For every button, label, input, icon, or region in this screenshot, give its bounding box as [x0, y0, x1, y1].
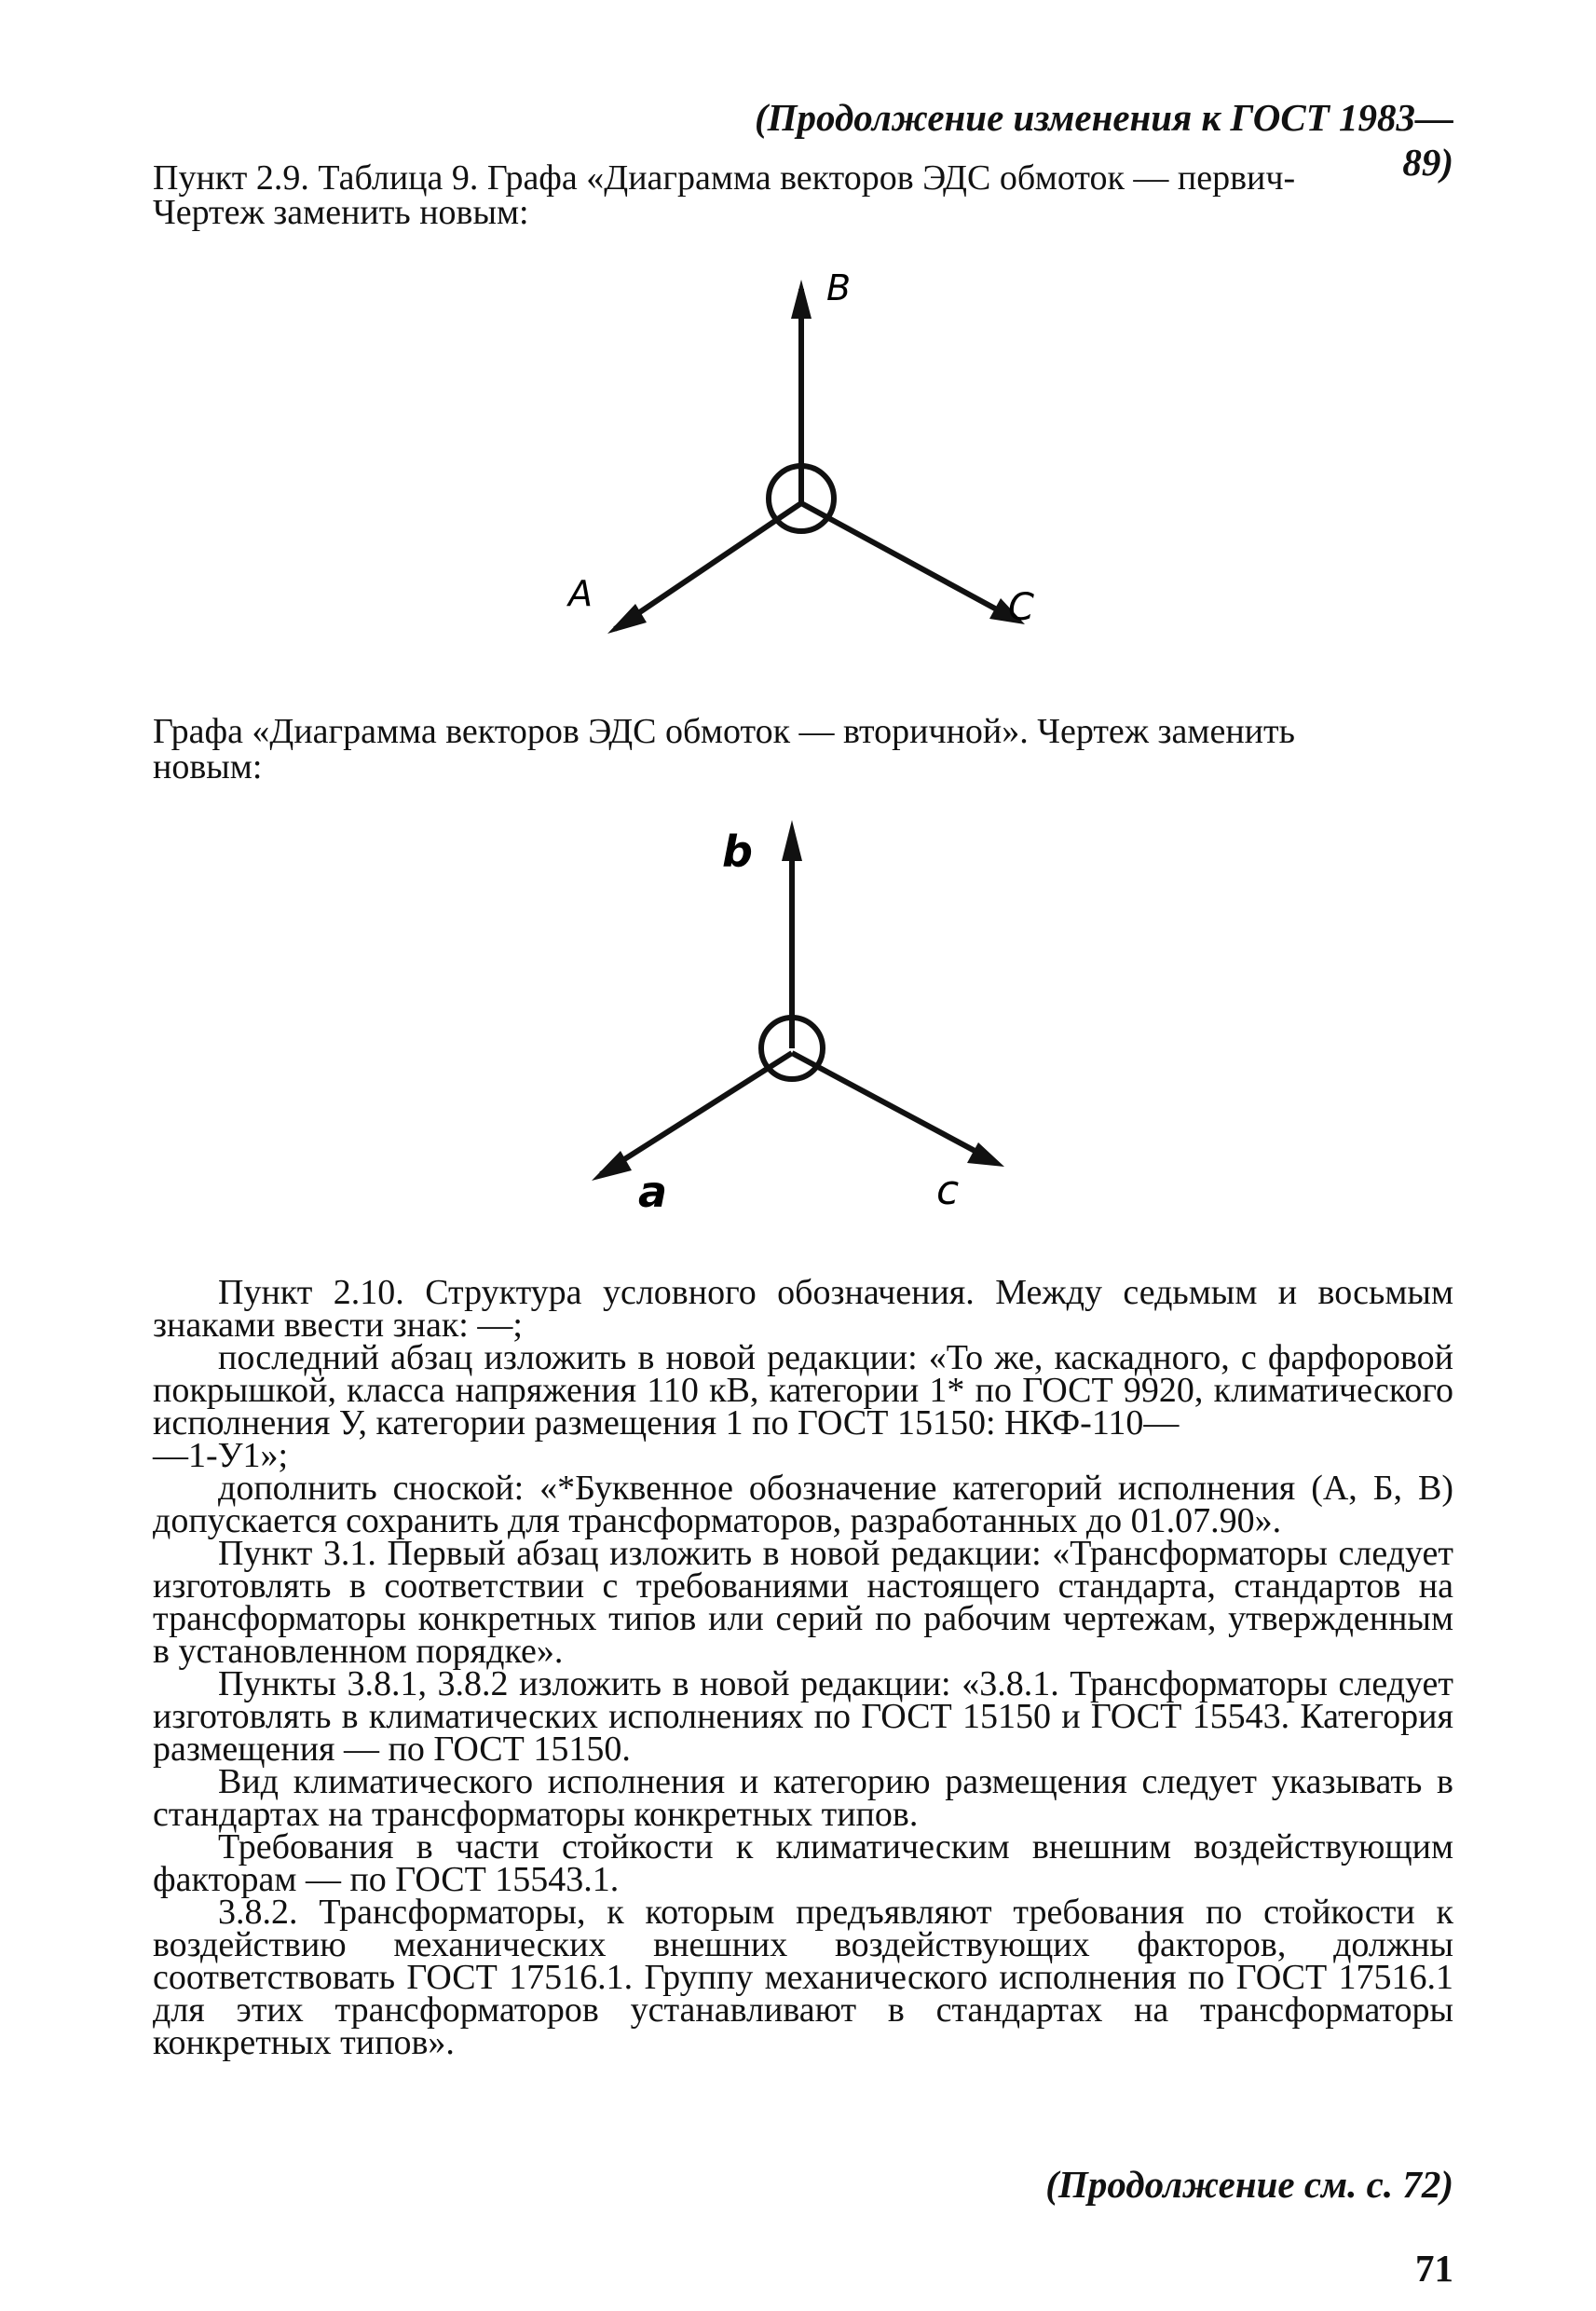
paragraph: Пункт 2.10. Структура условного обозначения. Между седьмым и восьмым знаками ввести знак: —; — [153, 1273, 1453, 1345]
intro-line-2: Чертеж заменить новым: — [153, 193, 529, 232]
paragraph: последний абзац изложить в новой редакции: «То же, каскадного, с фарфоровой покрышкой, класса напряжения 110 кВ, категории 1* по ГОСТ 9920, климатического исполнения У, категории размещения 1 по ГОСТ 15150: НКФ-110— — [153, 1338, 1453, 1443]
paragraph: Пункт 3.1. Первый абзац изложить в новой редакции: «Трансформаторы следует изготовлять в соответствии с требованиями настоящего стандарта, стандартов на трансформаторы конкретных типов или серий по рабочим чертежам, утвержденным в установленном порядке». — [153, 1534, 1453, 1671]
body-text — [153, 1273, 1453, 2062]
paragraph: Вид климатического исполнения и категорию размещения следует указывать в стандартах на трансформаторы конкретных типов. — [153, 1762, 1453, 1834]
vector-c-line — [801, 503, 1016, 620]
label-b: B — [826, 267, 852, 308]
label-b: b — [722, 827, 753, 877]
continuation-note: (Продолжение см. с. 72) — [1045, 2163, 1453, 2206]
vector-c-line — [792, 1053, 992, 1160]
vector-a-line — [615, 503, 801, 629]
graf2-line-1: Графа «Диаграмма векторов ЭДС обмоток — вторичной». Чертеж заменить — [153, 712, 1295, 751]
page-number: 71 — [1415, 2247, 1453, 2290]
intro-line-1: Пункт 2.9. Таблица 9. Графа «Диаграмма векторов ЭДС обмоток — первич- — [153, 158, 1296, 198]
page-header: (Продолжение изменения к ГОСТ 1983—89) — [754, 96, 1453, 184]
paragraph: дополнить сноской: «*Буквенное обозначение категорий исполнения (А, Б, В) допускается сохранить для трансформаторов, разработанных до 01.07.90». — [153, 1469, 1453, 1540]
arrowhead-c — [967, 1142, 1004, 1167]
label-a: a — [638, 1167, 668, 1217]
paragraph: Пункты 3.8.1, 3.8.2 изложить в новой редакции: «3.8.1. Трансформаторы следует изготовлять в климатических исполнениях по ГОСТ 15150 и ГОСТ 15543. Категория размещения — по ГОСТ 15150. — [153, 1664, 1453, 1769]
vector-a-line — [601, 1053, 792, 1174]
vector-diagram-secondary — [522, 811, 1081, 1221]
label-c: C — [1008, 586, 1034, 629]
paragraph: —1-У1»; — [153, 1436, 289, 1475]
paragraph: 3.8.2. Трансформаторы, к которым предъявляют требования по стойкости к воздействию механических внешних воздействующих факторов, должны соответствовать ГОСТ 17516.1. Группу механического исполнения по ГОСТ 17516.1 для этих трансформаторов устанавливают в стандартах на трансформаторы конкретных типов». — [153, 1893, 1453, 2062]
label-a: A — [568, 573, 593, 614]
arrowhead-b — [782, 820, 802, 861]
label-c: c — [936, 1167, 960, 1214]
vector-diagram-primary — [522, 261, 1081, 662]
graf2-line-2: новым: — [153, 747, 263, 786]
arrowhead-b — [791, 280, 812, 319]
paragraph: Требования в части стойкости к климатическим внешним воздействующим факторам — по ГОСТ 15543.1. — [153, 1827, 1453, 1899]
